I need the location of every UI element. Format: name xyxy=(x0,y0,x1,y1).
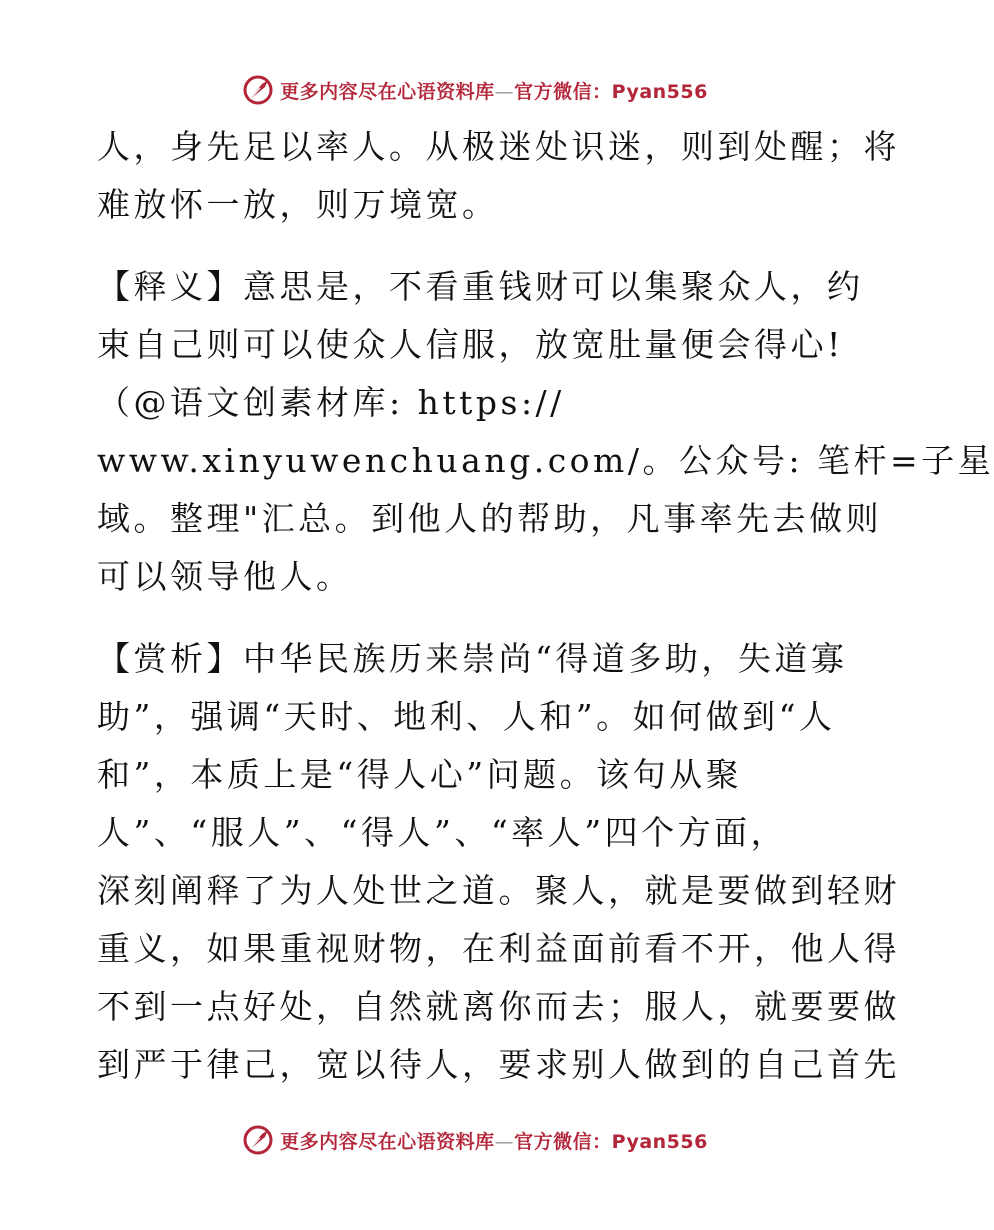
text-line: 和”，本质上是“得人心”问题。该句从聚 xyxy=(97,755,743,794)
paragraph-quote-continuation xyxy=(97,118,900,234)
banner-dash: — xyxy=(494,1130,515,1153)
text-line: 到严于律己，宽以待人，要求别人做到的自己首先 xyxy=(97,1045,900,1084)
footer-watermark-banner xyxy=(0,1120,950,1160)
text-line: 域。整理"汇总。到他人的帮助，凡事率先去做则 xyxy=(97,499,883,538)
text-line: 不到一点好处，自然就离你而去；服人，就要要做 xyxy=(97,987,900,1026)
text-line: 助”，强调“天时、地利、人和”。如何做到“人 xyxy=(97,697,836,736)
banner-text xyxy=(280,1127,708,1154)
text-line: 【赏析】中华民族历来崇尚“得道多助，失道寡 xyxy=(97,639,848,678)
banner-text xyxy=(280,77,708,104)
text-line: 【释义】意思是，不看重钱财可以集聚众人，约 xyxy=(97,267,864,306)
paragraph-interpretation xyxy=(97,258,994,606)
text-line: 束自己则可以使众人信服，放宽肚量便会得心! xyxy=(97,325,844,364)
paragraph-appreciation xyxy=(97,630,900,1094)
text-line: 深刻阐释了为人处世之道。聚人，就是要做到轻财 xyxy=(97,871,900,910)
text-line: www.xinyuwenchuang.com/。公众号: 笔杆=子星 xyxy=(97,441,994,480)
text-line: 可以领导他人。 xyxy=(97,557,353,596)
quill-circle-logo-icon xyxy=(242,1124,274,1156)
quill-circle-logo-icon xyxy=(242,74,274,106)
text-line: 人”、“服人”、“得人”、“率人”四个方面， xyxy=(97,813,788,852)
header-watermark-banner xyxy=(0,70,950,110)
banner-main-text: 更多内容尽在心语资料库 xyxy=(280,80,495,103)
banner-secondary-text: 官方微信：Pyan556 xyxy=(514,80,708,103)
text-line: 人，身先足以率人。从极迷处识迷，则到处醒；将 xyxy=(97,127,900,166)
text-line: （@语文创素材库: https:// xyxy=(97,383,565,422)
banner-main-text: 更多内容尽在心语资料库 xyxy=(280,1130,495,1153)
document-body xyxy=(97,118,994,1118)
banner-secondary-text: 官方微信：Pyan556 xyxy=(514,1130,708,1153)
text-line: 难放怀一放，则万境宽。 xyxy=(97,185,499,224)
banner-dash: — xyxy=(494,80,515,103)
text-line: 重义，如果重视财物，在利益面前看不开，他人得 xyxy=(97,929,900,968)
